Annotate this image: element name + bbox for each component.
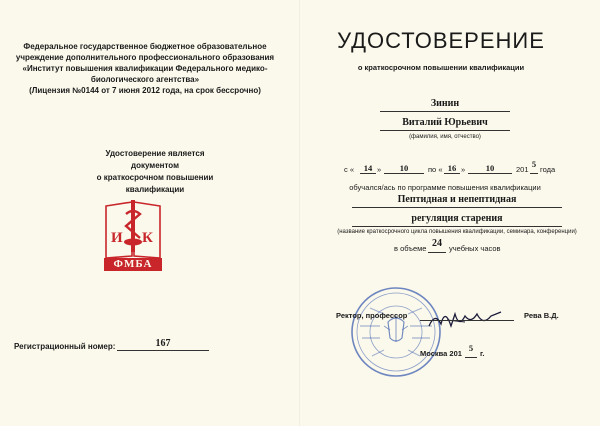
document-subtitle: о краткосрочном повышении квалификации bbox=[357, 63, 525, 72]
org-line-2: учреждение дополнительного профессионального образования bbox=[15, 53, 275, 62]
from-prefix: с « bbox=[344, 165, 355, 174]
org-line-4: биологического агентства» bbox=[90, 75, 200, 84]
to-day: 16 bbox=[447, 163, 457, 173]
to-prefix: по « bbox=[428, 165, 443, 174]
program-underline-1 bbox=[352, 207, 562, 208]
name-underline bbox=[380, 130, 510, 131]
registration-number: 167 bbox=[155, 338, 171, 349]
year-digit: 5 bbox=[531, 159, 537, 169]
registration-label: Регистрационный номер: bbox=[14, 342, 116, 351]
document-title: УДОСТОВЕРЕНИЕ bbox=[337, 28, 545, 53]
to-month: 10 bbox=[485, 163, 495, 173]
to-month-underline bbox=[468, 173, 512, 174]
place-year-underline bbox=[465, 357, 477, 358]
year-prefix: 201 bbox=[516, 165, 529, 174]
volume-underline bbox=[428, 252, 446, 253]
name-caption: (фамилия, имя, отчество) bbox=[409, 134, 481, 140]
place-suffix: г. bbox=[480, 349, 485, 358]
volume-value: 24 bbox=[432, 238, 442, 249]
fold-line bbox=[299, 0, 300, 426]
logo-banner-text: ФМБА bbox=[113, 258, 153, 270]
holder-surname: Зинин bbox=[430, 98, 460, 109]
from-day: 14 bbox=[363, 163, 373, 173]
svg-text:И: И bbox=[111, 230, 123, 246]
program-line-1: Пептидная и непептидная bbox=[397, 194, 517, 205]
cert-note-line-3: о краткосрочном повышении квалификации bbox=[96, 173, 214, 194]
to-mid: » bbox=[461, 165, 466, 174]
cert-note-line-2: документом bbox=[130, 161, 180, 170]
to-day-underline bbox=[444, 173, 460, 174]
rector-signature bbox=[425, 302, 505, 332]
from-month-underline bbox=[384, 173, 424, 174]
fmba-logo bbox=[102, 196, 164, 272]
period-row bbox=[344, 159, 584, 179]
rector-name: Рева В.Д. bbox=[524, 311, 559, 320]
volume-prefix: в объеме bbox=[394, 244, 427, 253]
issuing-organization bbox=[10, 41, 280, 96]
holder-name: Виталий Юрьевич bbox=[402, 117, 488, 128]
year-digit-underline bbox=[530, 173, 538, 174]
trained-label: обучался/ась по программе повышения квалификации bbox=[349, 183, 541, 192]
surname-underline bbox=[380, 111, 510, 112]
cert-note-line-1: Удостоверение является bbox=[105, 149, 205, 158]
from-mid: » bbox=[377, 165, 382, 174]
program-caption: (название краткосрочного цикла повышения квалификации, семинара, конференции) bbox=[337, 229, 577, 235]
registration-underline bbox=[117, 350, 209, 351]
signature-line bbox=[420, 320, 514, 321]
org-line-3: «Институт повышения квалификации Федерального медико- bbox=[22, 64, 268, 73]
place-year-digit: 5 bbox=[468, 343, 474, 353]
signature-icon bbox=[425, 302, 505, 332]
volume-suffix: учебных часов bbox=[449, 244, 501, 253]
place-prefix: Москва 201 bbox=[420, 349, 462, 358]
year-suffix: года bbox=[540, 165, 556, 174]
rector-label: Ректор, профессор bbox=[336, 311, 408, 320]
org-line-1: Федеральное государственное бюджетное образовательное bbox=[23, 42, 267, 51]
program-underline-2 bbox=[352, 226, 562, 227]
svg-text:К: К bbox=[142, 230, 153, 246]
from-day-underline bbox=[360, 173, 376, 174]
certificate-note bbox=[70, 148, 240, 196]
from-month: 10 bbox=[399, 163, 409, 173]
license-line: (Лицензия №0144 от 7 июня 2012 года, на срок бессрочно) bbox=[29, 86, 261, 95]
program-line-2: регуляция старения bbox=[411, 213, 503, 224]
